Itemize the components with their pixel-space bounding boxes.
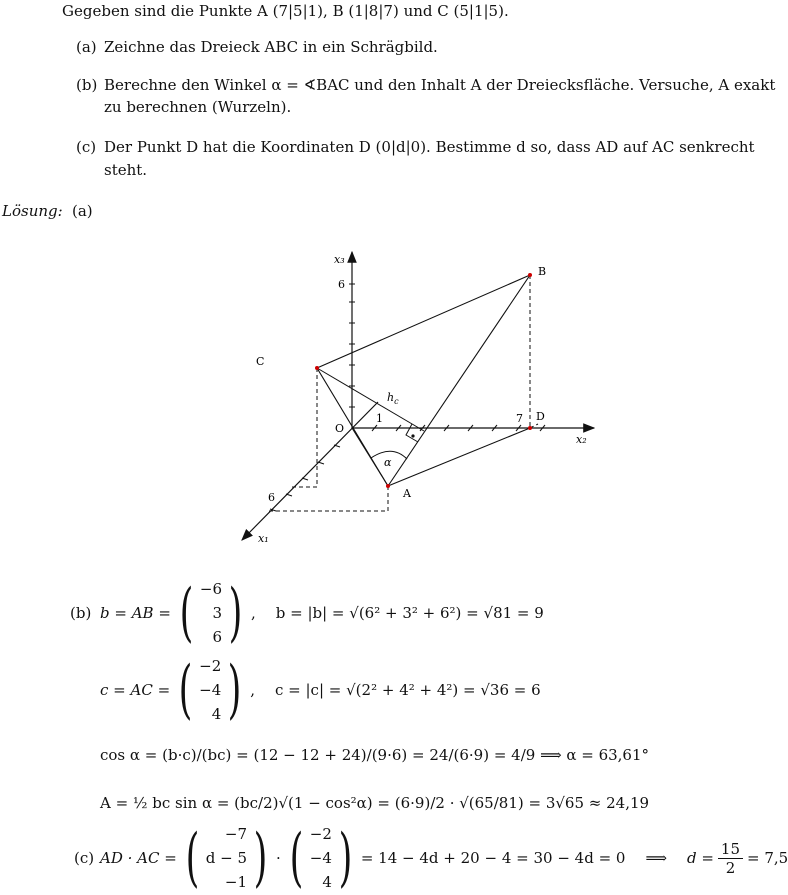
vector-b-line: b = AB = ( −6 3 6 ) , b = |b| = √(6² + 3² + 6²) = √81 = 9 bbox=[100, 576, 544, 650]
axis-x2-label: x₂ bbox=[576, 433, 587, 446]
axis-x1-line bbox=[242, 402, 378, 540]
point-c-marker bbox=[315, 366, 319, 370]
item-b-label: (b) bbox=[76, 76, 98, 94]
ad-ac-vectors-label: AD · AC = bbox=[100, 849, 177, 867]
area-text: A = ½ bc sin α = (bc/2)√(1 − cos²α) = (6·9)/2 · √(65/81) = 3√65 ≈ 24,19 bbox=[100, 794, 650, 812]
height-label: $h_c$ bbox=[387, 391, 399, 406]
item-c-text-line2: steht. bbox=[104, 161, 148, 179]
implies-arrow: ⟹ bbox=[645, 849, 667, 867]
vector-ac-y: −4 bbox=[309, 849, 332, 867]
tick-x2-1: 1 bbox=[376, 412, 383, 425]
cos-alpha-line bbox=[100, 740, 649, 770]
axis-x1-label: x₁ bbox=[258, 532, 269, 545]
height-hc bbox=[317, 368, 424, 431]
solution-b-label: (b) bbox=[70, 604, 92, 622]
tick-x1-6: 6 bbox=[268, 491, 275, 504]
point-c-label: C bbox=[256, 355, 265, 368]
vector-c-y: −4 bbox=[199, 681, 222, 699]
point-d-marker bbox=[528, 426, 532, 430]
point-a-label: A bbox=[403, 487, 411, 500]
vector-c-norm: c = |c| = √(2² + 4² + 4²) = √36 = 6 bbox=[275, 681, 541, 699]
cos-alpha-text: cos α = (b·c)/(bc) = (12 − 12 + 24)/(9·6) = 24/(6·9) = 4/9 ⟹ α = 63,61° bbox=[100, 746, 650, 764]
vector-b-z: 6 bbox=[212, 628, 222, 646]
vector-ac-column: ( −2 −4 4 ) bbox=[289, 821, 353, 895]
axis-x3-label: x₃ bbox=[334, 253, 345, 266]
vector-c-line: c = AC = ( −2 −4 4 ) , c = |c| = √(2² + 4² + 4²) = √36 = 6 bbox=[100, 653, 541, 727]
d-result: = 7,5 bbox=[747, 849, 788, 867]
item-a-label: (a) bbox=[76, 38, 97, 56]
vector-ad-z: −1 bbox=[224, 873, 248, 891]
d-fraction: $\frac{15}{2}$ bbox=[718, 840, 743, 877]
dot-product-result: = 14 − 4d + 20 − 4 = 30 − 4d = 0 bbox=[360, 849, 626, 867]
intro-text: Gegeben sind die Punkte A (7|5|1), B (1|8|7) und C (5|1|5). bbox=[62, 2, 509, 20]
item-b-text-line1: Berechne den Winkel α = ∢BAC und den Inhalt A der Dreiecksfläche. Versuche, A exakt bbox=[104, 76, 776, 94]
point-b-label: B bbox=[538, 265, 547, 278]
solution-c-label: (c) bbox=[74, 849, 95, 867]
point-d-label: D bbox=[536, 410, 545, 423]
triangle-abc bbox=[317, 275, 530, 486]
vector-b-y: 3 bbox=[212, 604, 222, 622]
angle-alpha-label: α bbox=[384, 456, 392, 469]
vector-ad-y: d − 5 bbox=[205, 849, 248, 867]
vector-b-norm: b = |b| = √(6² + 3² + 6²) = √81 = 9 bbox=[275, 604, 544, 622]
item-b-text-line2: zu berechnen (Wurzeln). bbox=[104, 98, 292, 116]
origin-label: O bbox=[335, 422, 345, 435]
tick-x2-7: 7 bbox=[516, 412, 523, 425]
item-a-text: Zeichne das Dreieck ABC in ein Schrägbild. bbox=[104, 38, 438, 56]
vector-c-z: 4 bbox=[211, 705, 222, 723]
dot-product-line: AD · AC = ( −7 d − 5 −1 ) · ( −2 −4 4 ) = 14 − 4d + 20 − 4 = 30 − 4d = 0 ⟹ d = $\frac{15}{2}$ = 7,5 bbox=[100, 821, 788, 895]
solution-label: Lösung: bbox=[2, 202, 63, 220]
d-variable: d = bbox=[686, 849, 714, 867]
vector-c-x: −2 bbox=[199, 657, 222, 675]
vector-ad-column: ( −7 d − 5 −1 ) bbox=[185, 821, 268, 895]
vector-c-column: ( −2 −4 4 ) bbox=[178, 653, 242, 727]
item-c-label: (c) bbox=[76, 138, 97, 156]
vector-b-def: b = AB = bbox=[100, 604, 171, 622]
tick-x3-6: 6 bbox=[338, 278, 345, 291]
point-a-marker bbox=[386, 484, 390, 488]
vector-ac-z: 4 bbox=[322, 873, 332, 891]
area-line bbox=[100, 788, 649, 818]
solution-a-label: (a) bbox=[72, 202, 93, 220]
vector-b-column: ( −6 3 6 ) bbox=[179, 576, 243, 650]
item-c-text-line1: Der Punkt D hat die Koordinaten D (0|d|0). Bestimme d so, dass AD auf AC senkrecht bbox=[104, 138, 755, 156]
helper-dashed-lines bbox=[266, 275, 538, 511]
vector-c-def: c = AC = bbox=[100, 681, 171, 699]
vector-b-x: −6 bbox=[199, 580, 222, 598]
point-b-marker bbox=[528, 273, 532, 277]
vector-ad-x: −7 bbox=[224, 825, 248, 843]
vector-ac-x: −2 bbox=[309, 825, 332, 843]
oblique-diagram bbox=[0, 235, 732, 565]
segment-oa bbox=[352, 428, 388, 486]
